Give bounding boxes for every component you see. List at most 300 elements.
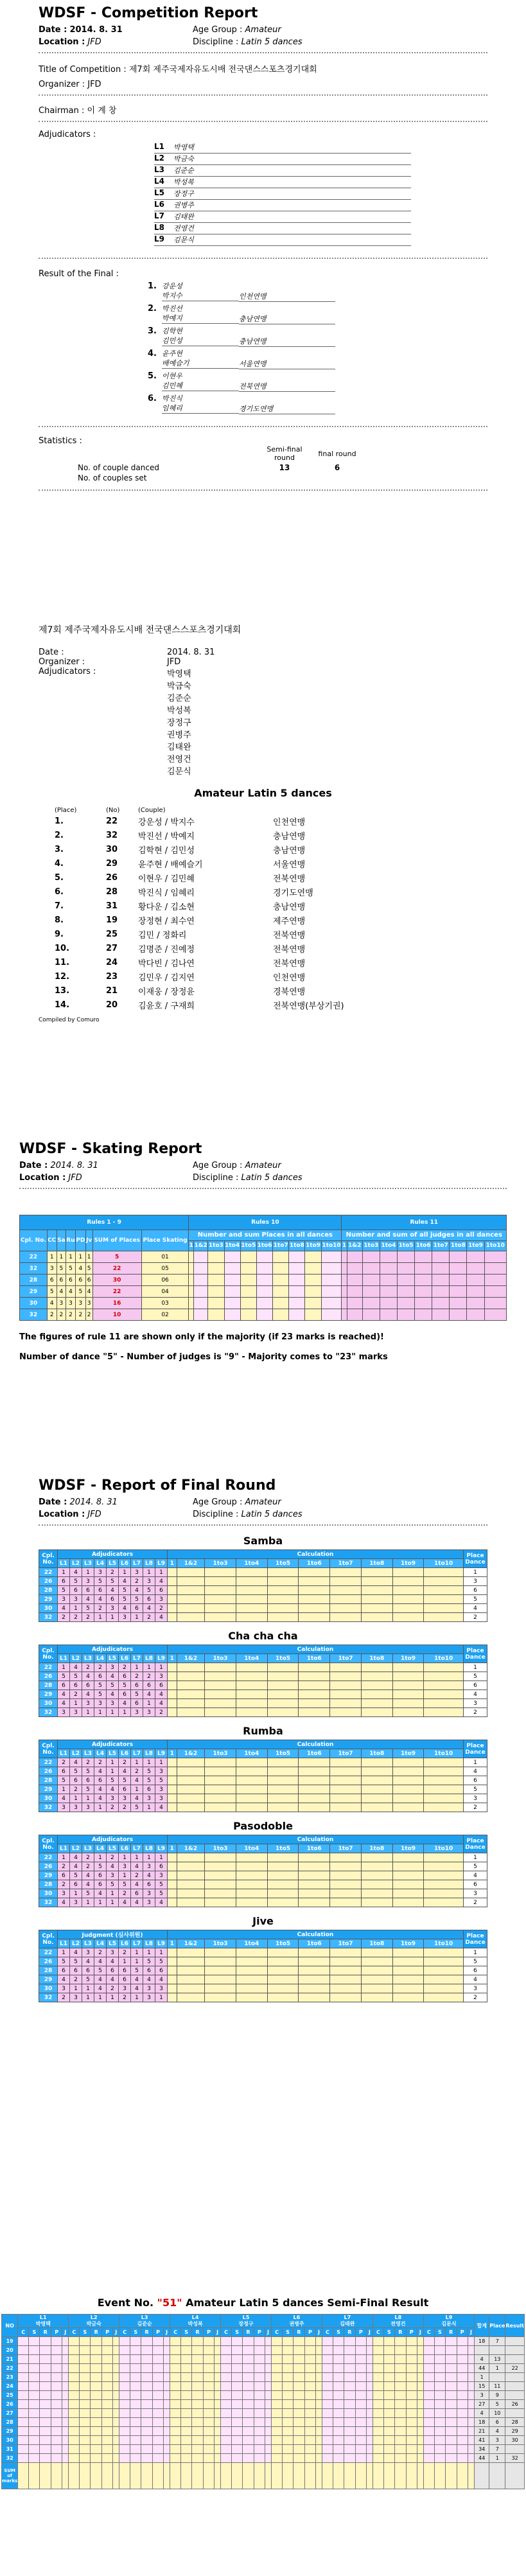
calc-cell <box>424 1898 464 1907</box>
calc-cell <box>168 1577 177 1586</box>
sf-footer-cell <box>283 2463 294 2489</box>
sf-mark-cell <box>283 2418 294 2427</box>
judge-mark: 2 <box>107 1984 119 1993</box>
sf-mark-cell <box>468 2418 474 2427</box>
sf-mark-cell <box>322 2382 333 2391</box>
final-title: WDSF - Report of Final Round <box>39 1478 276 1494</box>
result-place: 5. <box>148 371 157 381</box>
sf-mark-cell <box>221 2355 232 2364</box>
judge-mark: 2 <box>131 1672 143 1681</box>
sf-footer-cell <box>80 2463 91 2489</box>
sf-mark-cell <box>102 2436 113 2445</box>
sf-couple-row <box>2 2454 525 2463</box>
sf-mark-cell <box>434 2337 445 2346</box>
result-names <box>162 349 239 369</box>
calc-cell <box>392 1568 424 1577</box>
sf-couple-row <box>2 2364 525 2373</box>
place-dance: 2 <box>464 1898 487 1907</box>
cpl-col: Cpl. No. <box>39 1930 58 1948</box>
sf-footer-cell <box>91 2463 102 2489</box>
judge-mark: 4 <box>94 1984 107 1993</box>
sf-mark-cell <box>40 2427 51 2436</box>
calc-cell <box>177 1898 204 1907</box>
sf-mark-cell <box>119 2346 130 2355</box>
sf-mark-cell <box>304 2409 315 2418</box>
sf-dance-letter: P <box>203 2328 214 2337</box>
sf-mark-cell <box>215 2418 221 2427</box>
sk-r11-cell <box>432 1298 450 1309</box>
divider <box>39 94 487 96</box>
sf-judge-head <box>221 2315 272 2328</box>
judge-mark: 1 <box>119 1871 131 1880</box>
sf-mark-cell <box>316 2355 322 2364</box>
calc-cell <box>299 1577 330 1586</box>
judge-col: L8 <box>143 1844 155 1853</box>
dance-block <box>39 1915 487 2002</box>
sf-mark-cell <box>130 2400 141 2409</box>
judge-mark: 4 <box>119 1604 131 1613</box>
sf-mark-cell <box>119 2337 130 2346</box>
calc-cell <box>267 1690 299 1699</box>
adjudicator-name: 전영건 <box>173 224 194 233</box>
sf-mark-cell <box>141 2436 153 2445</box>
sf-mark-cell <box>434 2355 445 2364</box>
sf-dance-letter: S <box>384 2328 395 2337</box>
dance-title: Rumba <box>243 1725 283 1737</box>
sf-mark-cell <box>91 2355 102 2364</box>
judge-mark: 2 <box>119 1993 131 2002</box>
judge-mark: 5 <box>143 1957 155 1966</box>
calc-cell <box>267 1785 299 1794</box>
sf-mark-cell <box>215 2445 221 2454</box>
sk-r10-cell <box>240 1275 256 1286</box>
sf-place: 3 <box>489 2436 505 2445</box>
sf-judge-code: L2 <box>90 2315 98 2320</box>
calc-cell <box>392 1966 424 1975</box>
sf-sum: 4 <box>475 2409 489 2418</box>
adjudicator-code: L8 <box>154 223 164 232</box>
sf-mark-cell <box>434 2373 445 2382</box>
sf-couple-no: 29 <box>2 2427 18 2436</box>
sf-footer-cell <box>344 2463 355 2489</box>
dance-title: Jive <box>252 1915 274 1927</box>
sf-couple-row <box>2 2445 525 2454</box>
sf-mark-cell <box>164 2382 170 2391</box>
judge-mark: 4 <box>70 1568 82 1577</box>
judge-mark: 3 <box>58 1708 70 1717</box>
judge-mark: 6 <box>58 1681 70 1690</box>
place-dance: 6 <box>464 1586 487 1595</box>
sf-mark-cell <box>366 2436 373 2445</box>
judge-mark: 6 <box>94 1776 107 1785</box>
calc-cell <box>392 1776 424 1785</box>
judge-mark: 5 <box>155 1776 168 1785</box>
adjudicator-row <box>154 188 411 200</box>
calc-cell <box>361 1776 392 1785</box>
sf-judge-code: L1 <box>39 2315 47 2320</box>
judge-mark: 5 <box>119 1586 131 1595</box>
sf-couple-no: 26 <box>2 2400 18 2409</box>
ov-no: 31 <box>106 901 118 911</box>
ov-heading: Amateur Latin 5 dances <box>194 787 332 799</box>
col-place: (Place) <box>55 807 77 814</box>
sf-mark-cell <box>344 2355 355 2364</box>
sf-mark-cell <box>51 2346 62 2355</box>
sf-mark-cell <box>51 2454 62 2463</box>
calc-subcol: 1to3 <box>205 1939 236 1948</box>
sf-mark-cell <box>181 2436 192 2445</box>
calc-cell <box>267 1889 299 1898</box>
sf-mark-cell <box>384 2337 395 2346</box>
sf-mark-cell <box>141 2409 153 2418</box>
sf-mark-cell <box>417 2409 423 2418</box>
sf-sum: 44 <box>475 2364 489 2373</box>
couple-no: 29 <box>39 1595 58 1604</box>
sf-mark-cell <box>119 2436 130 2445</box>
adjudicator-row <box>154 234 411 246</box>
sf-mark-cell <box>40 2391 51 2400</box>
sf-sum-col: 합계 <box>475 2315 489 2337</box>
sf-mark-cell <box>221 2445 232 2454</box>
sf-mark-cell <box>113 2382 119 2391</box>
sf-mark-cell <box>373 2400 383 2409</box>
sf-couple-row <box>2 2346 525 2355</box>
calc-cell <box>168 1767 177 1776</box>
calc-cell <box>168 1794 177 1803</box>
couple-no: 32 <box>39 1898 58 1907</box>
place-dance: 3 <box>464 1794 487 1803</box>
sf-mark-cell <box>394 2337 406 2346</box>
ov-place: 10. <box>55 943 70 953</box>
sf-mark-cell <box>316 2337 322 2346</box>
calc-cell <box>392 1613 424 1622</box>
sf-footer-cell <box>293 2463 304 2489</box>
judge-mark: 1 <box>58 1948 70 1957</box>
sf-mark-cell <box>373 2436 383 2445</box>
calc-cell <box>361 1966 392 1975</box>
calc-cell <box>205 1586 236 1595</box>
dance-block <box>39 1820 487 1907</box>
sf-mark-cell <box>62 2400 69 2409</box>
judge-col: L8 <box>143 1654 155 1663</box>
calc-cell <box>392 1862 424 1871</box>
sk-r10-cell <box>289 1309 305 1321</box>
calc-cell <box>205 1776 236 1785</box>
judge-mark: 5 <box>143 1776 155 1785</box>
calc-cell <box>267 1975 299 1984</box>
judge-mark: 4 <box>94 1595 107 1604</box>
sk-r11-cell <box>397 1298 414 1309</box>
calc-cell <box>267 1948 299 1957</box>
calc-cell <box>361 1577 392 1586</box>
adjudicator-code: L9 <box>154 234 164 243</box>
sf-mark-cell <box>40 2337 51 2346</box>
sk-pcol: 1to4 <box>224 1240 240 1251</box>
judge-col: L9 <box>155 1654 168 1663</box>
couple-no: 26 <box>39 1672 58 1681</box>
sf-mark-cell <box>62 2454 69 2463</box>
sf-mark-cell <box>215 2373 221 2382</box>
sf-mark-cell <box>215 2427 221 2436</box>
calc-subcol: 1to7 <box>330 1749 362 1758</box>
sf-mark-cell <box>80 2400 91 2409</box>
sf-mark-cell <box>265 2400 272 2409</box>
judge-col: L6 <box>119 1559 131 1568</box>
sf-dance-letter: C <box>221 2328 232 2337</box>
calc-subcol: 1to3 <box>205 1654 236 1663</box>
sf-mark-cell <box>141 2382 153 2391</box>
sf-mark-cell <box>333 2355 344 2364</box>
judge-mark: 6 <box>58 1966 70 1975</box>
judge-mark: 4 <box>82 1690 94 1699</box>
sf-mark-cell <box>141 2346 153 2355</box>
sf-mark-cell <box>51 2445 62 2454</box>
calc-cell <box>205 1853 236 1862</box>
calc-cell <box>267 1767 299 1776</box>
sf-mark-cell <box>141 2418 153 2427</box>
judge-mark: 6 <box>143 1880 155 1889</box>
judge-mark: 2 <box>58 1758 70 1767</box>
sf-mark-cell <box>394 2445 406 2454</box>
judge-col: L2 <box>70 1844 82 1853</box>
sf-mark-cell <box>316 2364 322 2373</box>
sf-couple-row <box>2 2355 525 2364</box>
sf-footer-cell <box>265 2463 272 2489</box>
calc-cell <box>330 1595 362 1604</box>
adjudicator-code: L5 <box>154 188 164 197</box>
location-label: Location : <box>39 37 85 47</box>
calc-cell <box>330 1862 362 1871</box>
sf-mark-cell <box>40 2346 51 2355</box>
result-place: 1. <box>148 281 157 291</box>
judge-mark: 4 <box>119 1767 131 1776</box>
sf-mark-cell <box>355 2373 366 2382</box>
sf-mark-cell <box>243 2355 254 2364</box>
sk-pcol: 1&2 <box>193 1240 207 1251</box>
calc-cell <box>267 1993 299 2002</box>
sf-mark-cell <box>293 2382 304 2391</box>
dance-row <box>39 1785 487 1794</box>
calc-cell <box>424 1672 464 1681</box>
sf-mark-cell <box>153 2436 164 2445</box>
judge-mark: 6 <box>143 1681 155 1690</box>
sf-mark-cell <box>80 2364 91 2373</box>
judge-col: L6 <box>119 1654 131 1663</box>
judge-mark: 4 <box>143 1690 155 1699</box>
sf-mark-cell <box>221 2364 232 2373</box>
adjudicators-col: Adjudicators <box>58 1645 168 1654</box>
calc-cell <box>392 1708 424 1717</box>
dance-row <box>39 1758 487 1767</box>
judge-mark: 6 <box>107 1966 119 1975</box>
sf-mark-cell <box>203 2454 214 2463</box>
sf-mark-cell <box>445 2400 457 2409</box>
judge-mark: 1 <box>82 1984 94 1993</box>
result-name-2: 박예지 <box>162 313 239 324</box>
sf-result <box>505 2355 525 2364</box>
judge-mark: 4 <box>58 1975 70 1984</box>
sf-mark-cell <box>164 2454 170 2463</box>
sf-mark-cell <box>80 2418 91 2427</box>
sf-mark-cell <box>153 2400 164 2409</box>
judge-mark: 5 <box>131 1966 143 1975</box>
ov-no: 32 <box>106 830 118 840</box>
calc-cell <box>299 1871 330 1880</box>
sf-mark-cell <box>51 2391 62 2400</box>
calc-cell <box>168 1708 177 1717</box>
sf-mark-cell <box>62 2382 69 2391</box>
sf-mark-cell <box>406 2445 417 2454</box>
judge-col: L4 <box>94 1749 107 1758</box>
sk-dance-place: 6 <box>47 1275 57 1286</box>
sf-mark-cell <box>304 2454 315 2463</box>
judge-mark: 3 <box>58 1889 70 1898</box>
sf-mark-cell <box>366 2337 373 2346</box>
sf-mark-cell <box>130 2346 141 2355</box>
sf-mark-cell <box>215 2454 221 2463</box>
sf-judge-code: L6 <box>293 2315 301 2320</box>
judge-mark: 5 <box>119 1880 131 1889</box>
sf-mark-cell <box>181 2355 192 2364</box>
result-place: 6. <box>148 394 157 403</box>
sk-r11-cell <box>415 1275 432 1286</box>
sf-mark-cell <box>254 2418 265 2427</box>
sf-mark-cell <box>232 2364 243 2373</box>
calc-cell <box>330 1993 362 2002</box>
sf-mark-cell <box>304 2436 315 2445</box>
place-dance: 3 <box>464 1577 487 1586</box>
sk-dance-place: 4 <box>47 1298 57 1309</box>
calc-cell <box>236 1853 267 1862</box>
sk-r10-cell <box>189 1275 194 1286</box>
sf-mark-cell <box>316 2454 322 2463</box>
sk-r11-cell <box>347 1286 362 1298</box>
skating-report <box>0 1141 526 1362</box>
sf-sum: 44 <box>475 2454 489 2463</box>
sk-pcol: 1to6 <box>256 1240 272 1251</box>
sf-mark-cell <box>304 2346 315 2355</box>
sf-mark-cell <box>40 2382 51 2391</box>
judge-mark: 1 <box>94 1853 107 1862</box>
calc-cell <box>177 1672 204 1681</box>
sk-r11-cell <box>450 1298 467 1309</box>
sf-mark-cell <box>203 2436 214 2445</box>
sk-col: Jv <box>85 1230 92 1251</box>
sf-mark-cell <box>51 2364 62 2373</box>
sf-mark-cell <box>232 2445 243 2454</box>
sf-mark-cell <box>80 2346 91 2355</box>
sf-mark-cell <box>113 2418 119 2427</box>
sf-judge-head <box>18 2315 69 2328</box>
adjudicator-code: L7 <box>154 211 164 220</box>
sf-mark-cell <box>91 2409 102 2418</box>
sf-mark-cell <box>406 2355 417 2364</box>
sf-mark-cell <box>153 2454 164 2463</box>
sf-event-no: "51" <box>157 2297 182 2309</box>
sk-r10-cell <box>224 1286 240 1298</box>
sk-r10-cell <box>224 1251 240 1263</box>
judge-mark: 1 <box>107 1898 119 1907</box>
sk-r10-cell <box>193 1263 207 1275</box>
sf-mark-cell <box>434 2400 445 2409</box>
ov-row <box>55 927 487 941</box>
sf-mark-cell <box>271 2436 282 2445</box>
calc-cell <box>267 1984 299 1993</box>
divider <box>39 490 487 491</box>
sf-footer-cell <box>40 2463 51 2489</box>
judge-mark: 6 <box>119 1975 131 1984</box>
sk-col: Place Skating <box>141 1230 189 1251</box>
sk-r10-cell <box>189 1309 194 1321</box>
dance-block <box>39 1725 487 1812</box>
calc-cell <box>330 1663 362 1672</box>
judge-mark: 1 <box>107 1613 119 1622</box>
judge-mark: 1 <box>119 1708 131 1717</box>
judge-mark: 3 <box>58 1984 70 1993</box>
sf-mark-cell <box>468 2409 474 2418</box>
sf-place <box>489 2373 505 2382</box>
sf-result <box>505 2346 525 2355</box>
sk-r10-cell <box>256 1251 272 1263</box>
ov-team: 인천연맹 <box>273 973 306 983</box>
sf-footer-cell <box>192 2463 204 2489</box>
sf-couple-no: 22 <box>2 2364 18 2373</box>
judge-col: L2 <box>70 1939 82 1948</box>
calc-col: Calculation <box>168 1930 464 1939</box>
calc-cell <box>392 1663 424 1672</box>
dance-row <box>39 1681 487 1690</box>
sf-mark-cell <box>130 2418 141 2427</box>
sf-mark-cell <box>243 2364 254 2373</box>
calc-cell <box>267 1758 299 1767</box>
judge-mark: 5 <box>94 1681 107 1690</box>
calc-cell <box>205 1604 236 1613</box>
sf-couple-no: 19 <box>2 2337 18 2346</box>
sf-mark-cell <box>113 2364 119 2373</box>
judge-mark: 1 <box>82 1708 94 1717</box>
result-name-1: 윤주현 <box>162 349 182 358</box>
sf-mark-cell <box>304 2427 315 2436</box>
ov-result-list <box>55 814 487 1012</box>
sf-mark-cell <box>232 2346 243 2355</box>
adjudicator-code: L6 <box>154 200 164 209</box>
sk-r10-cell <box>273 1298 289 1309</box>
sf-dance-letter: J <box>164 2328 170 2337</box>
sf-dance-letter: S <box>181 2328 192 2337</box>
sf-mark-cell <box>192 2373 204 2382</box>
calc-cell <box>299 1568 330 1577</box>
sf-mark-cell <box>141 2364 153 2373</box>
ov-adjudicator: 전영건 <box>167 755 191 764</box>
age-value: Amateur <box>245 25 281 35</box>
stat-final-value: 6 <box>334 463 340 472</box>
sk-r10-sub: Number and sum Places in all dances <box>189 1230 342 1241</box>
sf-mark-cell <box>141 2373 153 2382</box>
judge-mark: 3 <box>155 1595 168 1604</box>
judge-col: L2 <box>70 1654 82 1663</box>
calc-cell <box>236 1568 267 1577</box>
place-dance: 3 <box>464 1699 487 1708</box>
result-name-1: 이현우 <box>162 372 182 380</box>
calc-cell <box>299 1595 330 1604</box>
judge-mark: 1 <box>131 1613 143 1622</box>
judge-mark: 4 <box>143 1975 155 1984</box>
calc-cell <box>205 1862 236 1871</box>
sf-mark-cell <box>434 2427 445 2436</box>
adjudicator-name: 김문식 <box>173 236 194 244</box>
sf-mark-cell <box>333 2346 344 2355</box>
dance-row <box>39 1984 487 1993</box>
